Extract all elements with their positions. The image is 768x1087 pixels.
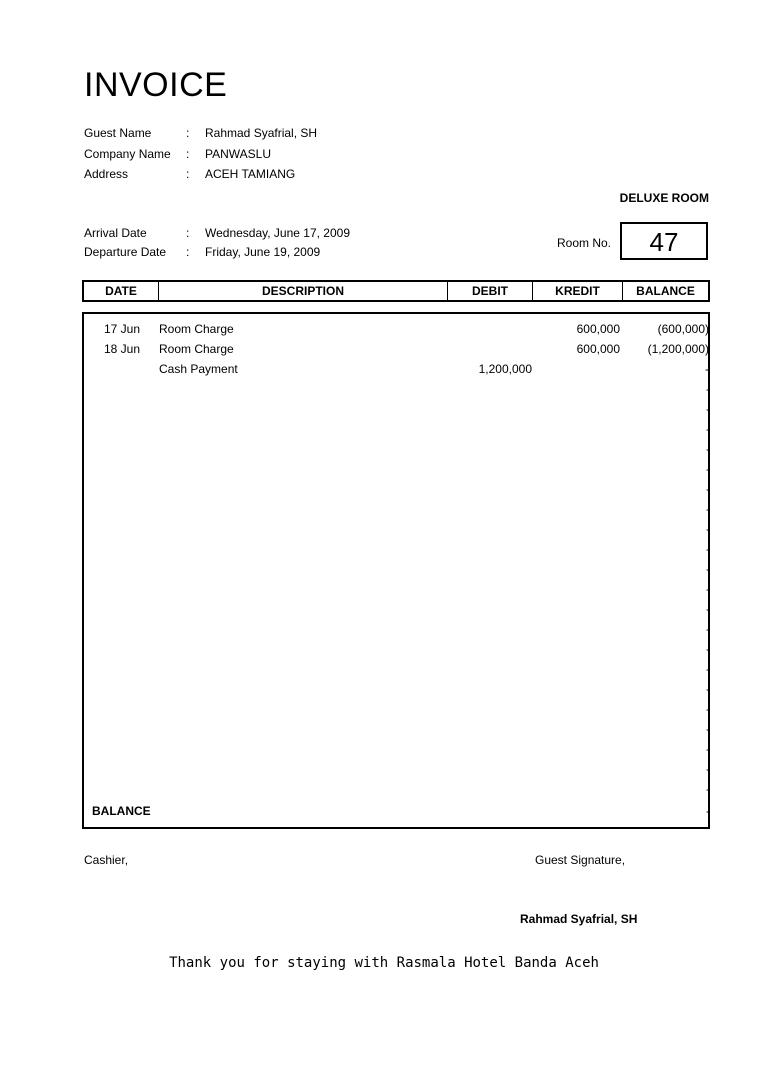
address-value: ACEH TAMIANG xyxy=(205,167,296,181)
balance-label: BALANCE xyxy=(92,804,151,818)
colon: : xyxy=(186,226,190,240)
guest-name-label: Guest Name xyxy=(84,126,152,140)
room-no-label: Room No. xyxy=(557,236,612,250)
empty-balance-dash: - xyxy=(706,622,710,636)
colon: : xyxy=(186,147,190,161)
table-row xyxy=(0,322,768,342)
row-balance: (600,000) xyxy=(657,322,709,336)
room-number-box: 47 xyxy=(620,222,708,260)
address-label: Address xyxy=(84,167,129,181)
empty-balance-dash: - xyxy=(706,422,710,436)
empty-balance-dash: - xyxy=(706,482,710,496)
colon: : xyxy=(186,126,190,140)
empty-balance-dash: - xyxy=(706,442,710,456)
empty-balance-dash: - xyxy=(706,682,710,696)
empty-balance-dash: - xyxy=(706,462,710,476)
row-debit: 1,200,000 xyxy=(478,362,532,376)
empty-balance-dash: - xyxy=(706,742,710,756)
row-kredit: 600,000 xyxy=(576,322,620,336)
empty-balance-dash: - xyxy=(706,602,710,616)
row-date: 18 Jun xyxy=(104,342,141,356)
empty-balance-dash: - xyxy=(706,542,710,556)
empty-balance-dash: - xyxy=(706,582,710,596)
thank-you-footer: Thank you for staying with Rasmala Hotel Banda Aceh xyxy=(169,955,599,971)
departure-date-value: Friday, June 19, 2009 xyxy=(205,245,321,259)
departure-date-label: Departure Date xyxy=(84,245,167,259)
table-row xyxy=(0,362,768,382)
header-date: DATE xyxy=(105,284,137,298)
company-name-label: Company Name xyxy=(84,147,171,161)
header-description: DESCRIPTION xyxy=(261,284,344,298)
arrival-date-value: Wednesday, June 17, 2009 xyxy=(205,226,350,240)
balance-value: - xyxy=(706,804,710,818)
guest-signature-name: Rahmad Syafrial, SH xyxy=(520,912,638,926)
empty-balance-dash: - xyxy=(706,782,710,796)
row-kredit: 600,000 xyxy=(576,342,620,356)
guest-signature-label: Guest Signature, xyxy=(535,853,626,867)
table-body xyxy=(82,312,710,829)
empty-balance-dash: - xyxy=(706,702,710,716)
table-header xyxy=(82,280,710,302)
empty-balance-dash: - xyxy=(706,662,710,676)
empty-balance-dash: - xyxy=(706,402,710,416)
empty-balance-dash: - xyxy=(706,762,710,776)
row-description: Room Charge xyxy=(159,342,234,356)
empty-balance-dash: - xyxy=(706,522,710,536)
row-balance: - xyxy=(705,362,709,376)
cashier-label: Cashier, xyxy=(84,853,129,867)
empty-balance-dash: - xyxy=(706,382,710,396)
row-description: Cash Payment xyxy=(159,362,238,376)
header-kredit: KREDIT xyxy=(555,284,600,298)
arrival-date-label: Arrival Date xyxy=(84,226,147,240)
empty-balance-dash: - xyxy=(706,502,710,516)
row-description: Room Charge xyxy=(159,322,234,336)
colon: : xyxy=(186,245,190,259)
empty-balance-dash: - xyxy=(706,562,710,576)
row-balance: (1,200,000) xyxy=(647,342,709,356)
header-debit: DEBIT xyxy=(472,284,508,298)
company-name-value: PANWASLU xyxy=(205,147,272,161)
guest-name-value: Rahmad Syafrial, SH xyxy=(205,126,318,140)
colon: : xyxy=(186,167,190,181)
room-type: DELUXE ROOM xyxy=(619,191,709,205)
empty-balance-dash: - xyxy=(706,642,710,656)
invoice-title: INVOICE xyxy=(84,66,228,104)
table-row xyxy=(0,342,768,362)
empty-balance-dash: - xyxy=(706,722,710,736)
row-date: 17 Jun xyxy=(104,322,141,336)
header-balance: BALANCE xyxy=(636,284,695,298)
